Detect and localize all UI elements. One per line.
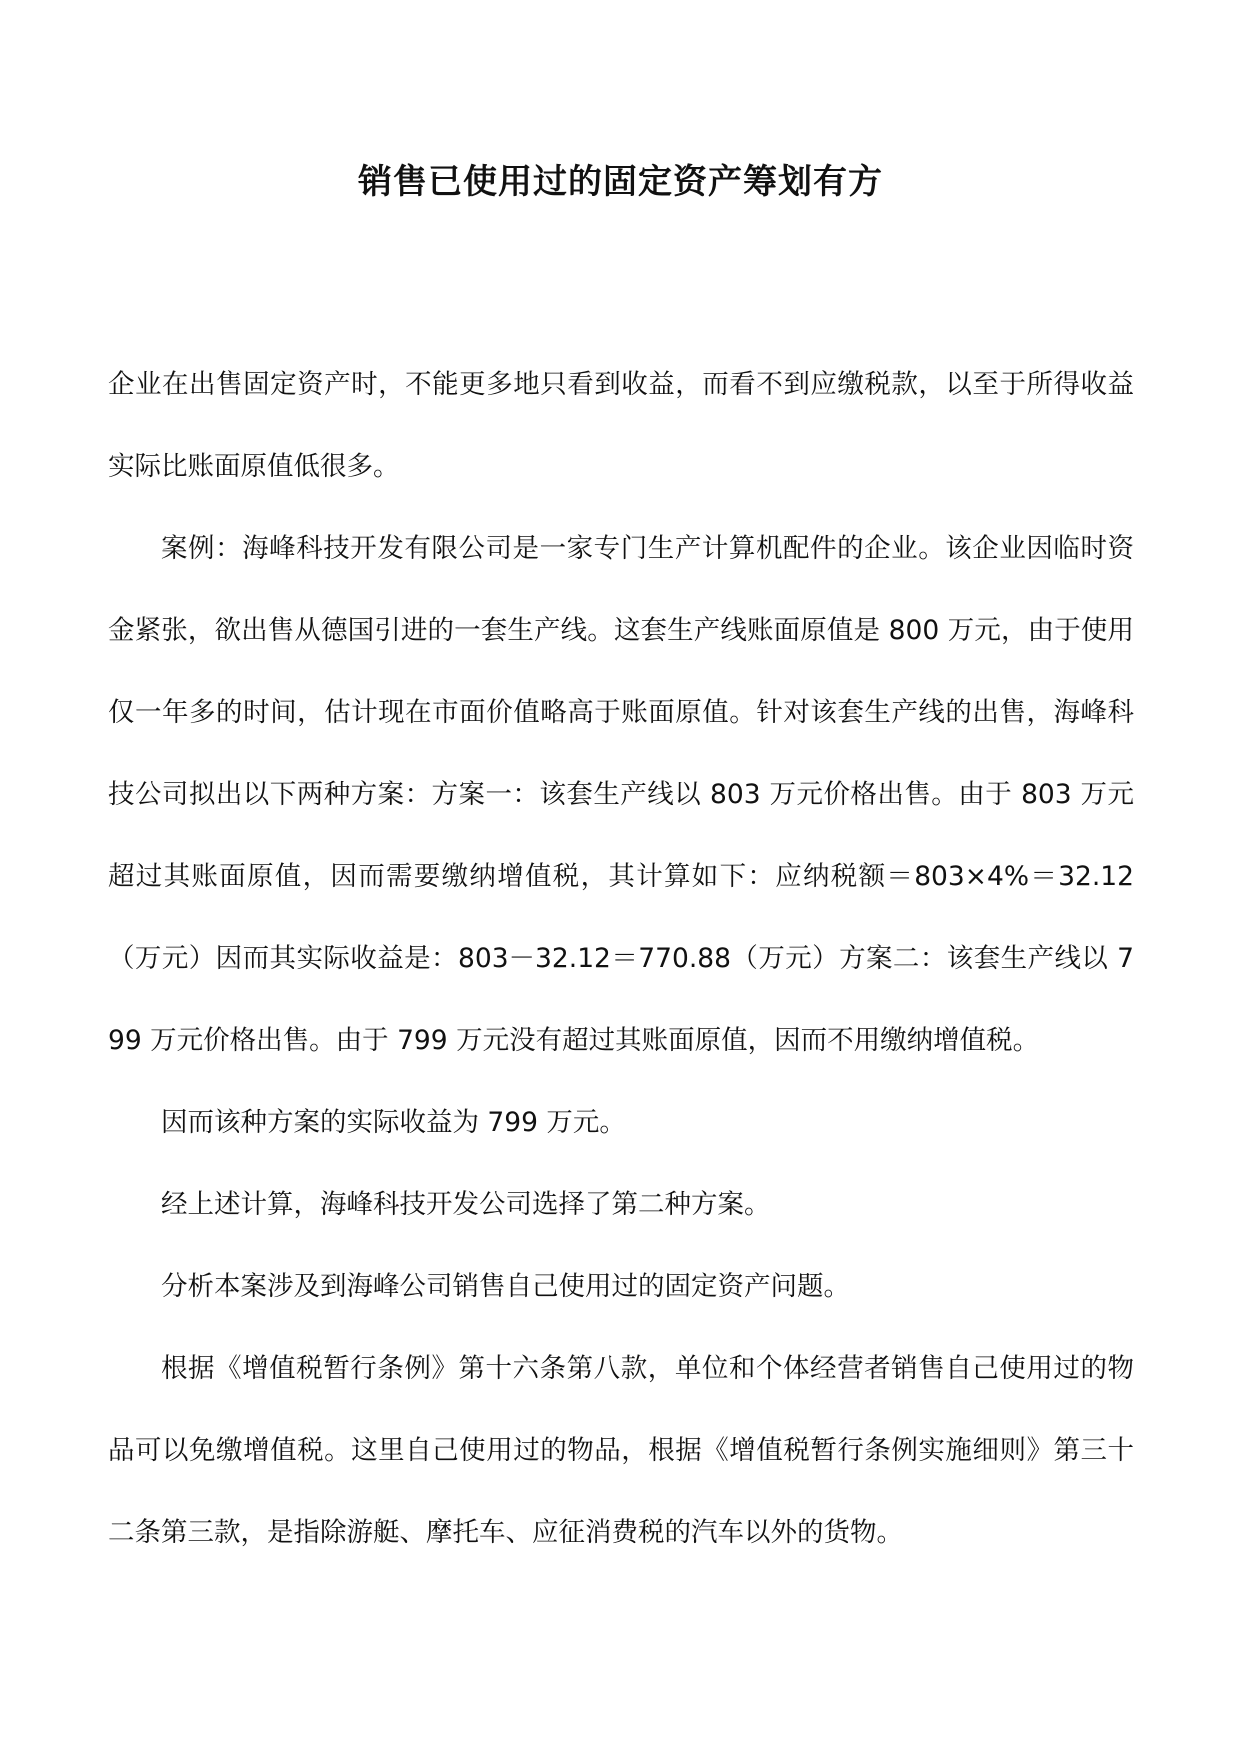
paragraph-intro: 企业在出售固定资产时，不能更多地只看到收益，而看不到应缴税款，以至于所得收益实际比账面原值低很多。: [108, 369, 1134, 482]
paragraph-regulation: 根据《增值税暂行条例》第十六条第八款，单位和个体经营者销售自己使用过的物品可以免缴增值税。这里自己使用过的物品，根据《增值税暂行条例实施细则》第三十二条第三款，是指除游艇、摩托车、应征消费税的汽车以外的货物。: [108, 1353, 1134, 1548]
paragraph-analysis: 分析本案涉及到海峰公司销售自己使用过的固定资产问题。: [161, 1271, 850, 1302]
document-body: [108, 344, 1134, 1574]
paragraph-case: 案例：海峰科技开发有限公司是一家专门生产计算机配件的企业。该企业因临时资金紧张，欲出售从德国引进的一套生产线。这套生产线账面原值是 800 万元，由于使用仅一年多的时间，估计现在市面价值略高于账面原值。针对该套生产线的出售，海峰科技公司拟出以下两种方案：方案一：该套生产线以 803 万元价格出售。由于 803 万元超过其账面原值，因而需要缴纳增值税，其计算如下：应纳税额＝803×4%＝32.12（万元）因而其实际收益是：803－32.12＝770.88（万元）方案二：该套生产线以 799 万元价格出售。由于 799 万元没有超过其账面原值，因而不用缴纳增值税。: [108, 533, 1134, 1056]
document-title: 销售已使用过的固定资产筹划有方: [358, 162, 883, 202]
paragraph-choice: 经上述计算，海峰科技开发公司选择了第二种方案。: [161, 1189, 771, 1220]
paragraph-result: 因而该种方案的实际收益为 799 万元。: [161, 1107, 626, 1138]
